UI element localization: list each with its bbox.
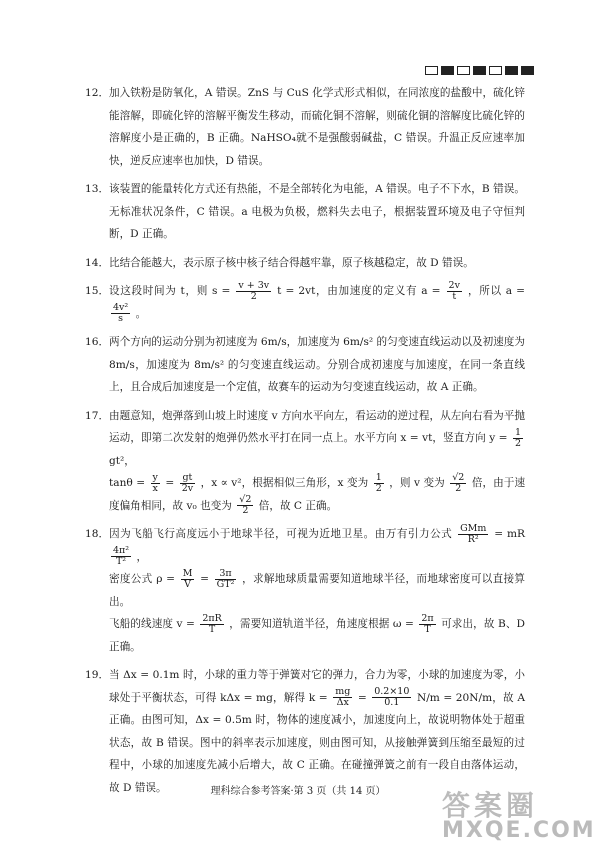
fraction: $\frac{1}{2}$	[514, 426, 521, 449]
fraction: $\frac{1}{2}$	[375, 471, 382, 494]
fraction: $\frac{2\pi}{T}$	[421, 612, 434, 635]
fraction: $\frac{v + 3v}{2}$	[238, 279, 270, 302]
question-17: 17． 由题意知，炮弹落到山坡上时速度 v 方向水平向左，看运动的逆过程，从左向右看为平抛运动，即第二次发射的炮弹仍然水平打在同一点上。水平方向 x = vt，竖直方向 y = $\frac{1}{2}$ gt²， tanθ = $\frac{y}{x}$ = $\frac{gt}{2v}$ ，x ∝ v²，根据相似三角形，x 变为 $\frac{1}{2}$ ，则 v 变为 $\frac{√2}{2}$ 倍，由于速度偏角相同，故 v₀ 也变为 $\frac{√2}{2}$ 倍，故 C 正确。	[85, 409, 526, 516]
fraction: $\frac{gt}{2v}$	[181, 471, 194, 494]
question-19: 19． 当 Δx = 0.1m 时，小球的重力等于弹簧对它的弹力，合力为零，小球的加速度为零，小球处于平衡状态，可得 kΔx = mg，解得 k = $\frac{mg}{\Delta x}$ = $\frac{0.2\times 10}{0.1}$ N/m = 20N/m，故 A 正确。由图可知，Δx = 0.5m 时，物体的速度减小，加速度向上，故说明物体处于超重状态，故 B 错误。图中的斜率表示加速度，则由图可知，从接触弹簧到压缩至最短的过程中，小球的加速度先减小后增大，故 C 正确。在碰撞弹簧之前有一段自由落体运动，故 D 错误。	[85, 669, 525, 794]
fraction: $\frac{2v}{t}$	[448, 279, 460, 302]
fraction: $\frac{\text{GMm}}{\text{R²}}$	[460, 522, 487, 545]
fraction: $\frac{y}{x}$	[152, 471, 158, 494]
answer-content	[85, 82, 525, 805]
fraction: $\frac{√2}{2}$	[452, 471, 465, 494]
page-marker-squares	[425, 66, 534, 75]
page-footer: 理科综合参考答案·第 3 页（共 14 页）	[210, 786, 386, 797]
watermark-logo: 答案圈 MXQE.COM	[442, 789, 596, 843]
fraction: $\frac{mg}{\Delta x}$	[335, 686, 351, 708]
fraction: $\frac{\text{4π²}}{\text{T²}}$	[113, 545, 130, 567]
question-14: 14． 比结合能越大，表示原子核中核子结合得越牢靠，原子核越稳定，故 D 错误。	[85, 256, 474, 269]
question-18: 18． 因为飞船飞行高度远小于地球半径，可视为近地卫星。由万有引力公式 $\frac{\text{GMm}}{\text{R²}}$ = mR $\frac{\text{4π²}}{\text{T²}}$ ， 密度公式 ρ = $\frac{M}{V}$ = $\frac{3\pi}{\text{GT²}}$ ，求解地球质量需要知道地球半径，而地球密度可以直接算出。 飞船的线速度 v = $\frac{2\pi R}{T}$ ，需要知道轨道半径，角速度根据 ω = $\frac{2\pi}{T}$ 可求出，故 B、D 正确。	[85, 522, 526, 653]
fraction: $\frac{2\pi R}{T}$	[202, 612, 222, 635]
fraction: $\frac{3\pi}{\text{GT²}}$	[216, 567, 235, 590]
question-15: 15． 设这段时间为 t，则 s = $\frac{v + 3v}{2}$ t = 2vt，由加速度的定义有 a = $\frac{2v}{t}$ ，所以 a = $\frac{\text{4v²}}{s}$ 。	[85, 279, 525, 324]
fraction: $\frac{\text{4v²}}{s}$	[113, 302, 129, 324]
question-12: 12． 加入铁粉是防氧化，A 错误。ZnS 与 CuS 化学式形式相似，在同浓度的盐酸中，硫化锌能溶解，即硫化锌的溶解平衡发生移动，而硫化铜不溶解，则硫化铜的溶解度比硫化锌的溶解度小是正确的，B 正确。NaHSO₄就不是强酸弱碱盐，C 错误。升温正反应速率加快，逆反应速率也加快，D 错误。	[85, 87, 525, 167]
question-13: 13． 该装置的能量转化方式还有热能，不是全部转化为电能，A 错误。电子不下水，B 错误。无标准状况条件，C 错误。a 电极为负极，燃料失去电子，根据装置环境及电子守恒判断，D 正确。	[85, 183, 525, 240]
fraction: $\frac{√2}{2}$	[239, 494, 252, 516]
question-16: 16． 两个方向的运动分别为初速度为 6m/s，加速度为 6m/s² 的匀变速直线运动以及初速度为 8m/s，加速度为 8m/s² 的匀变速直线运动。分别合成初速度与加速度，在同一条直线上，且合成后加速度是一个定值，故赛车的运动为匀变速直线运动，故 A 正确。	[85, 336, 525, 393]
fraction: $\frac{0.2\times 10}{0.1}$	[374, 686, 410, 708]
fraction: $\frac{M}{V}$	[182, 567, 193, 590]
